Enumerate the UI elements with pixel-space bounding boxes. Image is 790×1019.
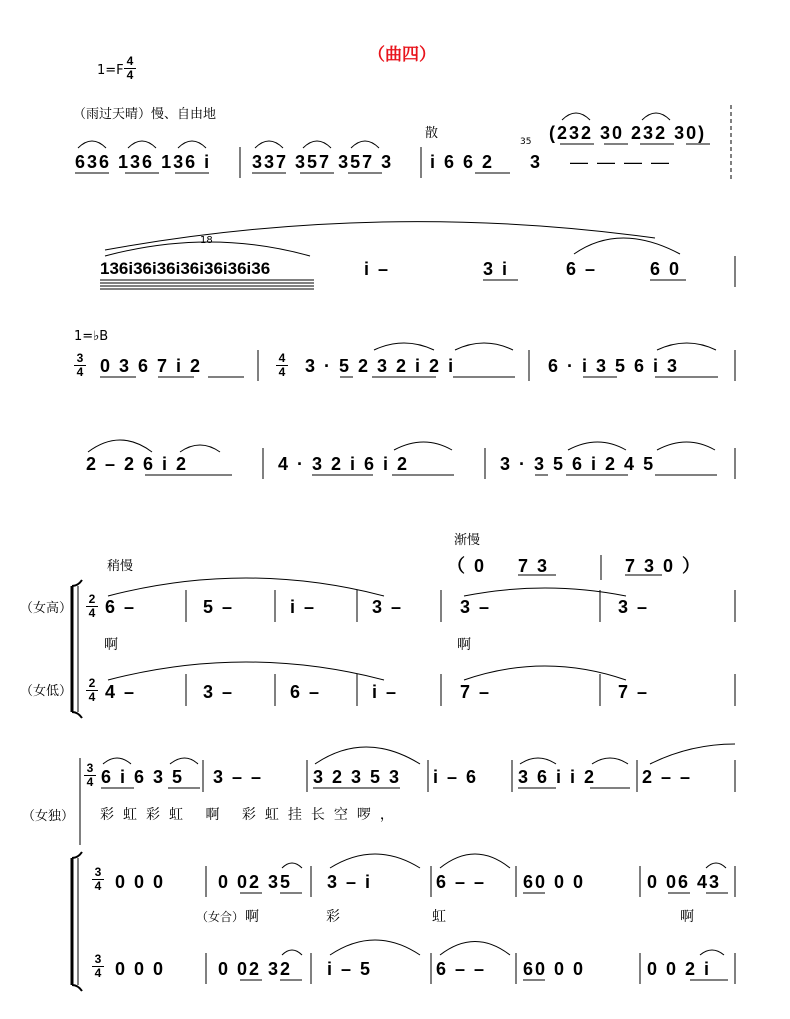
- soprano-m6: 3 –: [618, 597, 650, 617]
- time-signature-3-4-chorus-high: 3 4: [92, 866, 104, 892]
- alto-m3: 6 –: [290, 682, 322, 702]
- alto-m4: i –: [372, 682, 399, 702]
- chorus-high-m5: 60 0 0: [523, 872, 586, 892]
- label-solo: （女独）: [22, 809, 75, 824]
- line5-intro-b: 7 3: [518, 556, 550, 576]
- line3-group-c: 6 · i 3 5 6 i 3: [548, 356, 680, 376]
- soprano-lyric-a: 啊: [104, 637, 118, 653]
- time-signature-2-4-high: 2 4: [86, 593, 98, 619]
- chorus-low-m2: 0 02 32: [218, 959, 293, 979]
- solo-m3: 3 2 3 5 3: [313, 767, 402, 787]
- solo-m6: 2 – –: [642, 767, 693, 787]
- line1-group-e: (232 30 232 30): [549, 123, 707, 143]
- line3-group-b: 3 · 5 2 3 2 i 2 i: [305, 356, 456, 376]
- chorus-lyric-3: 虹: [432, 909, 446, 925]
- chorus-high-m4: 6 – –: [436, 872, 487, 892]
- san-marking: 散: [425, 126, 439, 141]
- label-alto: （女低）: [20, 684, 73, 699]
- solo-lyrics: 彩虹彩虹 啊 彩虹挂长空啰，: [100, 807, 403, 823]
- chorus-lyric-4: 啊: [680, 909, 694, 925]
- chorus-high-m1: 0 0 0: [115, 872, 166, 892]
- key-signature-bb: 1=♭B: [74, 329, 109, 344]
- line4-group-b: 4 · 3 2 i 6 i 2: [278, 454, 410, 474]
- label-soprano: （女高）: [20, 601, 73, 616]
- solo-m4: i – 6: [433, 767, 479, 787]
- time-signature-4-4: 4 4: [124, 55, 136, 81]
- key-signature-f: 1=F: [97, 63, 124, 78]
- alto-m5: 7 –: [460, 682, 492, 702]
- line4-group-a: 2 – 2 6 i 2: [86, 454, 189, 474]
- line1-dashes: — — — —: [570, 152, 672, 172]
- chorus-low-m5: 60 0 0: [523, 959, 586, 979]
- line2-tuplet: 18: [200, 235, 213, 246]
- line1-group-a: 636 136 136 i: [75, 152, 212, 172]
- time-signature-2-4-low: 2 4: [86, 677, 98, 703]
- line5-intro-a: （ 0: [447, 556, 487, 576]
- line1-group-b: 337 357 357 3: [252, 152, 394, 172]
- solo-m5: 3 6 i i 2: [518, 767, 597, 787]
- soprano-m3: i –: [290, 597, 317, 617]
- time-signature-3-4-chorus-low: 3 4: [92, 953, 104, 979]
- piece-title: （曲四）: [368, 45, 436, 65]
- line2-group-d: 6 0: [650, 259, 682, 279]
- line2-group-a: i –: [364, 259, 391, 279]
- line1-grace: 35: [520, 137, 532, 147]
- line1-group-c: i 6 6 2: [430, 152, 495, 172]
- soprano-m4: 3 –: [372, 597, 404, 617]
- alto-m6: 7 –: [618, 682, 650, 702]
- chorus-lyric-2: 彩: [326, 909, 340, 925]
- soprano-m2: 5 –: [203, 597, 235, 617]
- time-signature-4-4-b: 4 4: [276, 352, 288, 378]
- line2-group-c: 6 –: [566, 259, 598, 279]
- line5-intro-c: 7 3 0 ）: [625, 556, 703, 576]
- chorus-low-m1: 0 0 0: [115, 959, 166, 979]
- chorus-lyric-1: 啊: [245, 909, 259, 925]
- chorus-high-m6: 0 06 43: [647, 872, 722, 892]
- soprano-m1: 6 –: [105, 597, 137, 617]
- solo-m1: 6 i 6 3 5: [101, 767, 185, 787]
- time-signature-3-4: 3 4: [74, 352, 86, 378]
- chorus-high-m2: 0 02 35: [218, 872, 293, 892]
- line3-group-a: 0 3 6 7 i 2: [100, 356, 203, 376]
- line4-group-c: 3 · 3 5 6 i 2 4 5: [500, 454, 656, 474]
- line1-group-d: 3: [530, 152, 543, 172]
- chorus-low-m3: i – 5: [327, 959, 373, 979]
- shaoman-marking: 稍慢: [107, 559, 134, 574]
- alto-m2: 3 –: [203, 682, 235, 702]
- tempo-marking: （雨过天晴）慢、自由地: [73, 107, 217, 122]
- alto-m1: 4 –: [105, 682, 137, 702]
- solo-m2: 3 – –: [213, 767, 264, 787]
- jianman-marking: 渐慢: [454, 533, 481, 548]
- line2-run: 136i36i36i36i36i36i36: [100, 259, 271, 278]
- soprano-lyric-b: 啊: [457, 637, 471, 653]
- chorus-high-m3: 3 – i: [327, 872, 373, 892]
- chorus-low-m4: 6 – –: [436, 959, 487, 979]
- line2-group-b: 3 i: [483, 259, 510, 279]
- chorus-low-m6: 0 0 2 i: [647, 959, 712, 979]
- time-signature-3-4-solo: 3 4: [84, 762, 96, 788]
- soprano-m5: 3 –: [460, 597, 492, 617]
- chorus-label: （女合）: [196, 910, 245, 924]
